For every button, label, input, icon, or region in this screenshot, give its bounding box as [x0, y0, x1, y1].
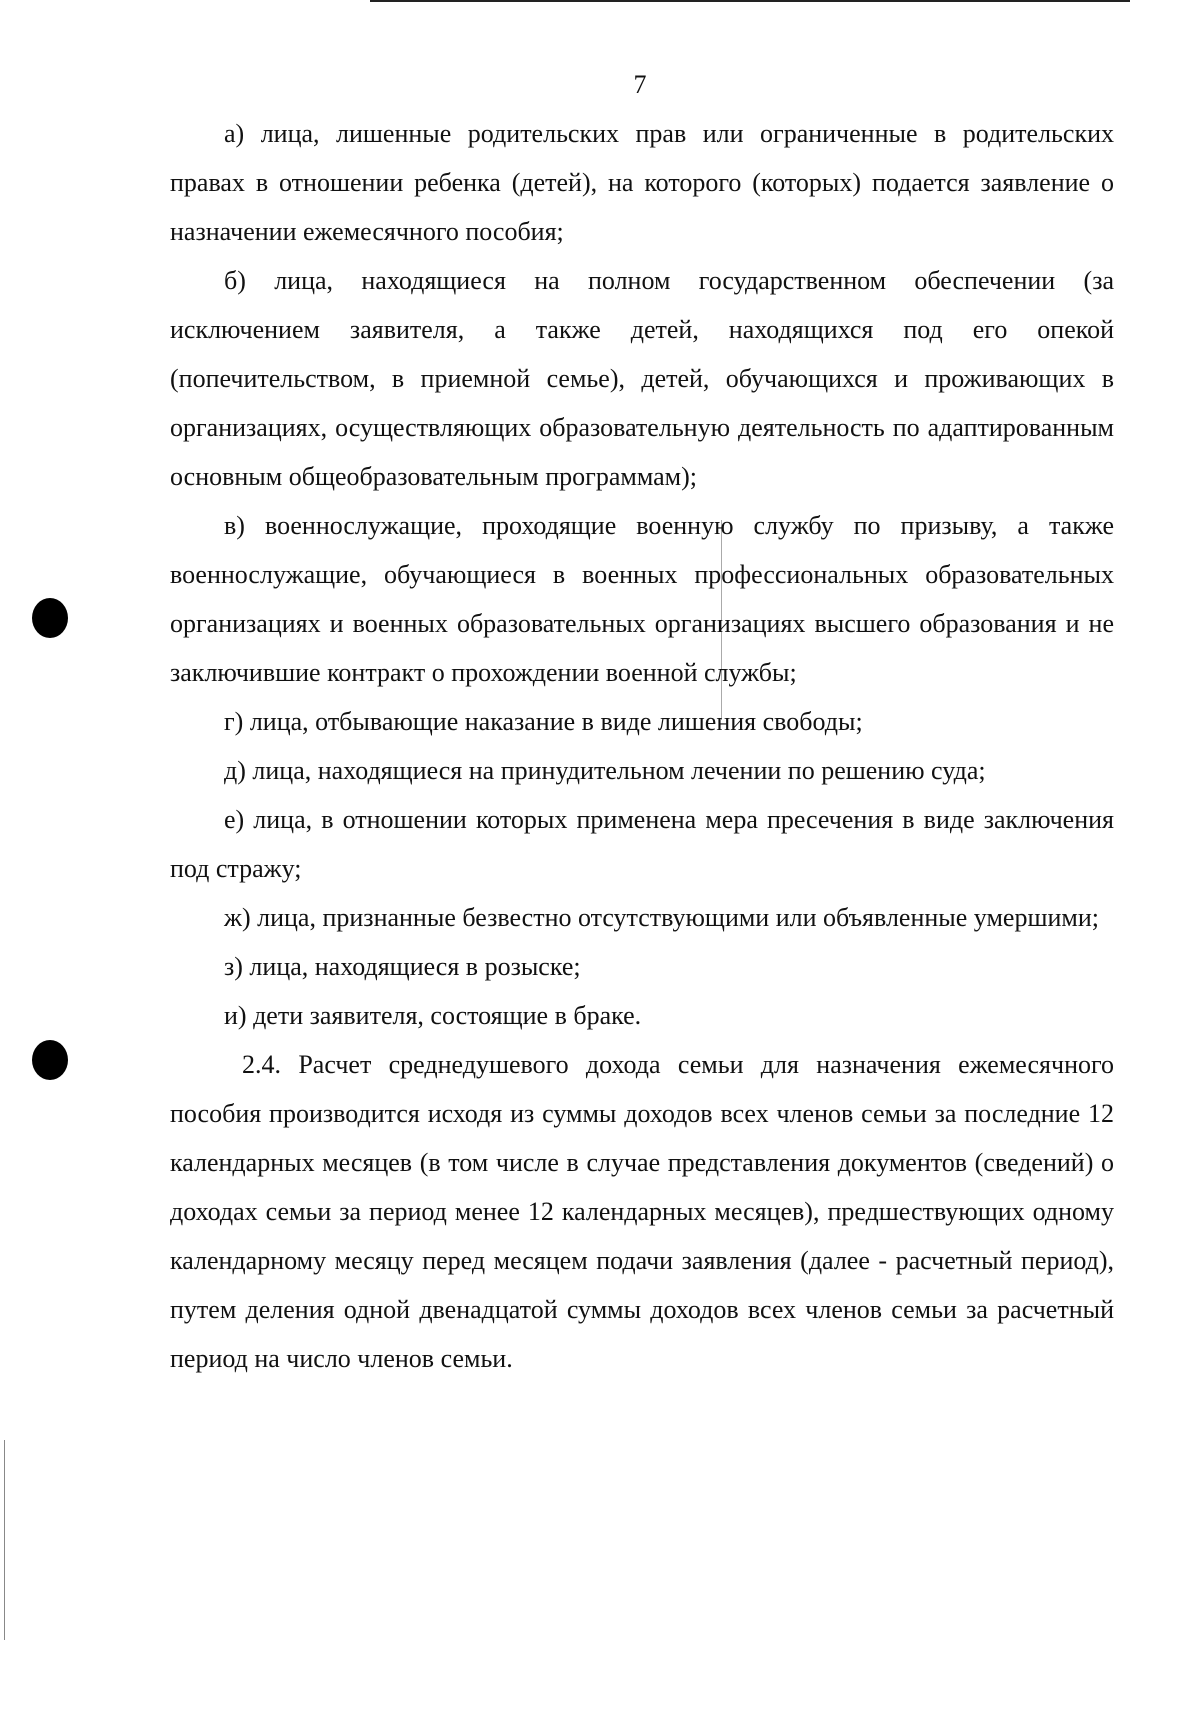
paragraph-e: е) лица, в отношении которых применена мера пресечения в виде заключения под стражу; — [170, 805, 1114, 883]
paragraph-2-4: 2.4. Расчет среднедушевого дохода семьи для назначения ежемесячного пособия производится исходя из суммы доходов всех членов семьи за последние 12 календарных месяцев (в том числе в случае представления документов (сведений) о доходах семьи за период менее 12 календарных месяцев), предшествующих одному календарному месяцу перед месяцем подачи заявления (далее - расчетный период), путем деления одной двенадцатой суммы доходов всех членов семьи за расчетный период на число членов семьи. — [170, 1050, 1114, 1373]
paragraph-g: г) лица, отбывающие наказание в виде лишения свободы; — [224, 707, 863, 736]
paragraph-d: д) лица, находящиеся на принудительном лечении по решению суда; — [224, 756, 986, 785]
top-rule — [370, 0, 1130, 2]
paragraph-b: б) лица, находящиеся на полном государственном обеспечении (за исключением заявителя, а также детей, находящихся под его опекой (попечительством, в приемной семье), детей, обучающихся и проживающих в организациях, осуществляющих образовательную деятельность по адаптированным основным общеобразовательным программам); — [170, 266, 1114, 491]
punch-hole — [32, 598, 68, 638]
paragraph-z: з) лица, находящиеся в розыске; — [224, 952, 581, 981]
scan-artifact-line — [4, 1440, 5, 1640]
paragraph-i: и) дети заявителя, состоящие в браке. — [224, 1001, 642, 1030]
paragraph-a: а) лица, лишенные родительских прав или ограниченные в родительских правах в отношении ребенка (детей), на которого (которых) подается заявление о назначении ежемесячного пособия; — [170, 119, 1114, 246]
paragraph-zh: ж) лица, признанные безвестно отсутствующими или объявленные умершими; — [224, 903, 1099, 932]
page-number: 7 — [633, 70, 647, 99]
document-body — [170, 109, 1114, 1383]
paragraph-v: в) военнослужащие, проходящие военную службу по призыву, а также военнослужащие, обучающиеся в военных профессиональных образовательных организациях и военных образовательных организациях высшего образования и не заключившие контракт о прохождении военной службы; — [170, 511, 1114, 687]
punch-hole — [32, 1040, 68, 1080]
